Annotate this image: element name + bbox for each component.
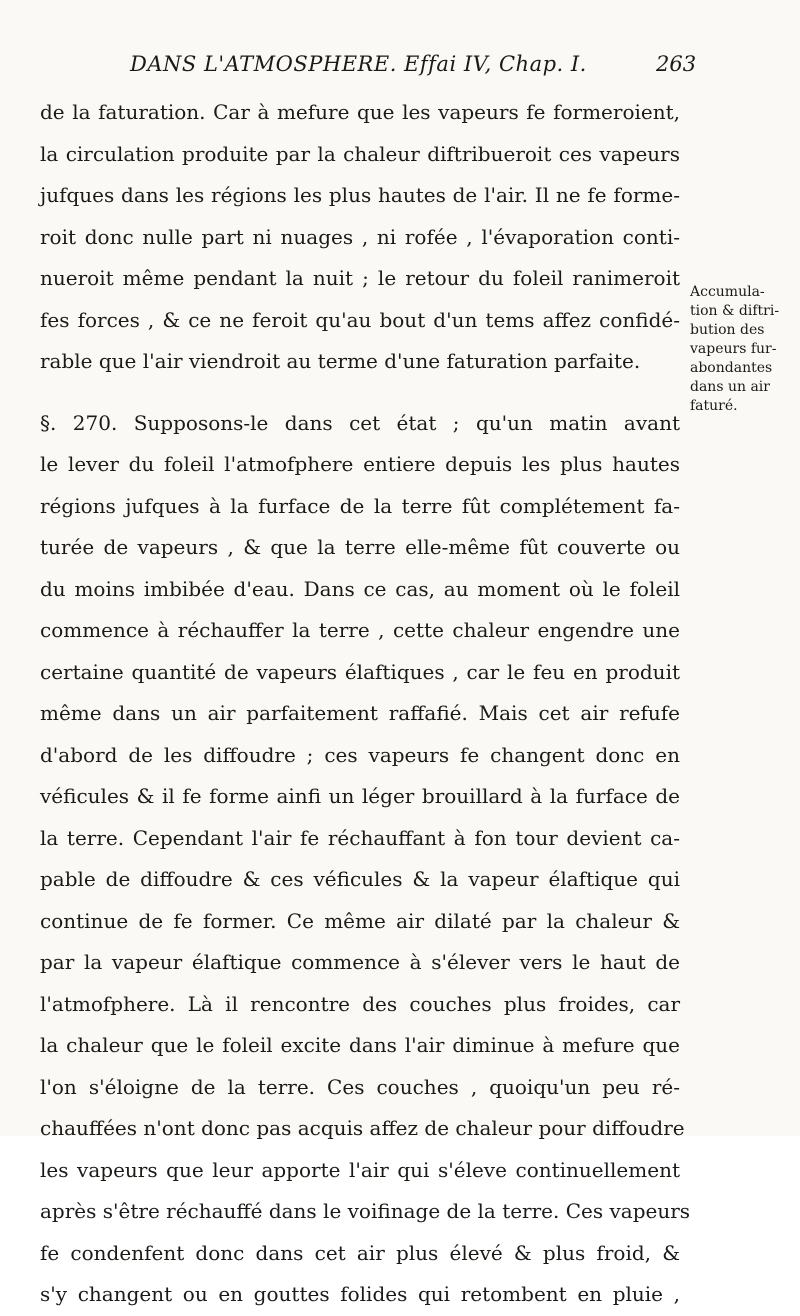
text-line: commence à réchauffer la terre , cette chaleur engendre une	[40, 618, 680, 642]
text-line: chauffées n'ont donc pas acquis affez de chaleur pour diffoudre	[40, 1116, 685, 1140]
text-line: la chaleur que le foleil excite dans l'air diminue à mefure que	[40, 1033, 680, 1057]
text-line: certaine quantité de vapeurs élaftiques , car le feu en produit	[40, 659, 680, 684]
text-line: rable que l'air viendroit au terme d'une faturation parfaite.	[40, 349, 641, 373]
text-line: fes forces , & ce ne feroit qu'au bout d'un tems affez confidé-	[40, 307, 680, 332]
text-line: la terre. Cependant l'air fe réchauffant à fon tour devient ca-	[40, 825, 680, 850]
text-line: véficules & il fe forme ainfi un léger brouillard à la furface de	[40, 784, 680, 808]
text-line: jufques dans les régions les plus hautes de l'air. Il ne fe forme-	[40, 183, 680, 207]
margin-note-line: abondantes	[690, 360, 773, 376]
text-line: même dans un air parfaitement raffafié. Mais cet air refufe	[40, 701, 680, 725]
body-text	[40, 92, 691, 1316]
text-line: pable de diffoudre & ces véficules & la vapeur élaftique qui	[40, 867, 680, 891]
text-line: la circulation produite par la chaleur diftribueroit ces vapeurs	[40, 141, 680, 166]
text-line: turée de vapeurs , & que la terre elle-même fût couverte ou	[40, 535, 680, 559]
text-line: roit donc nulle part ni nuages , ni rofée , l'évaporation conti-	[40, 224, 680, 249]
page-number: 263	[656, 52, 697, 76]
margin-note	[690, 283, 800, 416]
running-title: DANS L'ATMOSPHERE. Effai IV, Chap. I.	[130, 52, 587, 76]
margin-note-line: faturé.	[690, 398, 738, 414]
text-line: par la vapeur élaftique commence à s'élever vers le haut de	[40, 950, 680, 974]
text-line: du moins imbibée d'eau. Dans ce cas, au moment où le foleil	[40, 576, 680, 601]
text-line: l'atmofphere. Là il rencontre des couches plus froides, car	[40, 991, 680, 1016]
text-line: l'on s'éloigne de la terre. Ces couches , quoiqu'un peu ré-	[40, 1074, 680, 1099]
margin-note-line: vapeurs fur-	[690, 341, 777, 357]
text-line: le lever du foleil l'atmofphere entiere depuis les plus hautes	[40, 452, 680, 476]
text-line: de la faturation. Car à mefure que les vapeurs fe formeroient,	[40, 100, 680, 124]
section-start-line: §. 270. Supposons-le dans cet état ; qu'un matin avant	[40, 410, 680, 435]
text-line: d'abord de les diffoudre ; ces vapeurs fe changent donc en	[40, 742, 680, 767]
margin-note-line: bution des	[690, 322, 765, 338]
text-line: fe condenfent donc dans cet air plus élevé & plus froid, &	[40, 1240, 680, 1265]
margin-note-line: dans un air	[690, 379, 770, 395]
text-line: les vapeurs que leur apporte l'air qui s'éleve continuellement	[40, 1157, 680, 1182]
margin-note-line: tion & diftri-	[690, 303, 780, 319]
text-line: continue de fe former. Ce même air dilaté par la chaleur &	[40, 908, 680, 933]
text-line: régions jufques à la furface de la terre fût complétement fa-	[40, 493, 680, 518]
text-line: s'y changent ou en gouttes folides qui retombent en pluie ,	[40, 1282, 680, 1306]
text-line: nueroit même pendant la nuit ; le retour du foleil ranimeroit	[40, 266, 680, 290]
text-line: après s'être réchauffé dans le voifinage de la terre. Ces vapeurs	[40, 1199, 691, 1223]
margin-note-line: Accumula-	[690, 284, 765, 300]
